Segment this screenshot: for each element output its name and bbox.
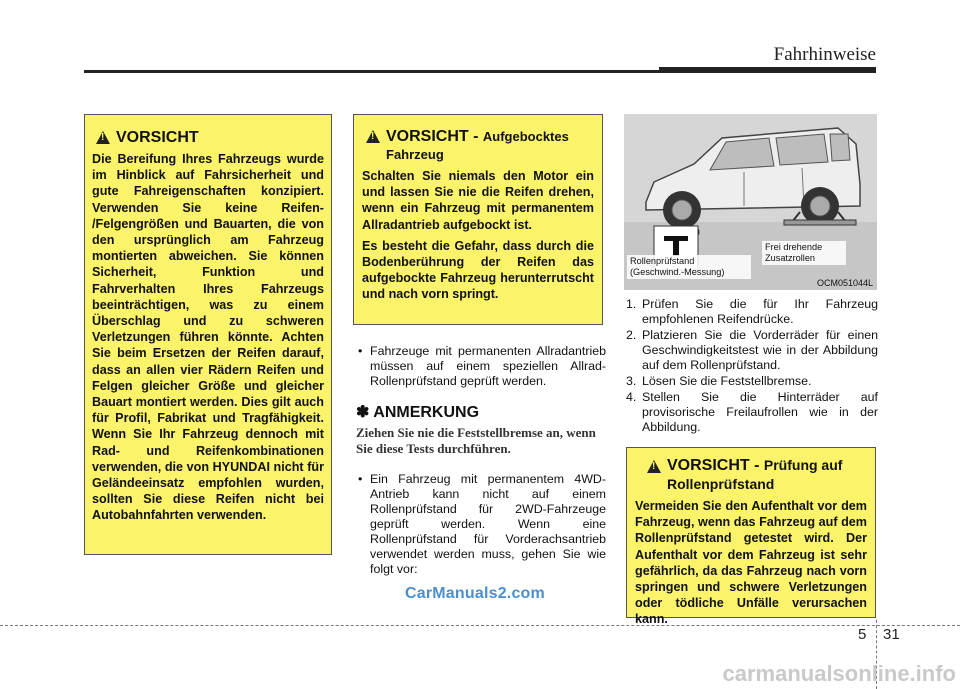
bullet-item: • Ein Fahrzeug mit permanentem 4WD-Antrieb kann nicht auf einem Rollenprüfstand für 2WD-Fahrzeuge geprüft werden. Wenn eine Rollenprüfstand für Vorderachsantrieb verwendet werden muss, gehen Sie wie folgt vor: — [358, 472, 606, 576]
dynamometer-figure — [624, 114, 877, 290]
list-item: 3. Lösen Sie die Feststellbremse. — [626, 374, 812, 388]
bullet-text: Ein Fahrzeug mit permanentem 4WD-Antrieb kann nicht auf einem Rollenprüfstand für 2WD-Fahrzeuge geprüft werden. Wenn eine Rollenprüfstand für Vorderachsantrieb verwendet werden muss, gehen Sie wie folgt vor: — [370, 472, 606, 576]
list-item: 1. Prüfen Sie die für Ihr Fahrzeug empfohlenen Reifendrücke. — [626, 297, 878, 326]
list-item: 4. Stellen Sie die Hinterräder auf provisorische Freilaufrollen wie in der Abbildung. — [626, 390, 878, 434]
caution-box-tires — [84, 114, 332, 555]
caution-title: VORSICHT - — [386, 128, 483, 145]
caution-body: Vermeiden Sie den Aufenthalt vor dem Fahrzeug, wenn das Fahrzeug auf dem Rollenprüfstand getestet wird. Der Aufenthalt vor dem Fahrzeug ist sehr gefährlich, da das Fahrzeug nach vorn springen und schwere Verletzungen oder tödliche Unfälle verursachen kann. — [635, 499, 867, 627]
page-header-title: Fahrhinweise — [773, 44, 876, 65]
figure-caption-rollers: Frei drehende Zusatzrollen — [762, 241, 846, 265]
warning-triangle-icon — [647, 460, 661, 473]
section-number: 5 — [858, 626, 867, 643]
steps-list — [626, 297, 878, 436]
caution-subtitle: Aufgebocktes Fahrzeug — [386, 129, 569, 162]
note-body: Ziehen Sie nie die Feststellbremse an, wenn Sie diese Tests durchführen. — [356, 425, 596, 456]
caution-box-jacked-vehicle — [353, 114, 603, 325]
bullet-text: Fahrzeuge mit permanenten Allradantrieb müssen auf einem speziellen Allrad-Rollenprüfstand geprüft werden. — [370, 344, 606, 388]
footer-rule — [0, 625, 960, 626]
caution-body-2: Es besteht die Gefahr, dass durch die Bodenberührung der Reifen das aufgebockte Fahrzeug herunterrutscht und nach vorn springt. — [362, 238, 594, 302]
figure-caption-dynamometer: Rollenprüfstand (Geschwind.-Messung) — [627, 255, 751, 279]
header-rule-accent — [659, 67, 876, 73]
header-rule — [84, 70, 659, 73]
figure-code: OCM051044L — [816, 278, 873, 288]
list-item: 2. Platzieren Sie die Vorderräder für einen Geschwindigkeitstest wie in der Abbildung auf dem Rollenprüfstand. — [626, 328, 878, 372]
watermark-link[interactable]: CarManuals2.com — [405, 585, 545, 602]
caution-box-dynamometer-test — [626, 447, 876, 627]
note-title: ✽ ANMERKUNG — [356, 404, 480, 421]
warning-triangle-icon — [366, 130, 380, 143]
caution-body: Die Bereifung Ihres Fahrzeugs wurde im Hinblick auf Fahrsicherheit und gute Fahreigenschaften konzipiert. Verwenden Sie keine Reifen- /Felgengrößen und Bauarten, die von den ursprünglich am Fahrzeug montierten abweichen. Sie können Sicherheit, Funktion und Fahrverhalten Ihres Fahrzeugs beeinträchtigen, was zu einem Überschlag und zu schweren Verletzungen führen könnte. Achten Sie beim Ersetzen der Reifen darauf, dass an allen vier Rädern Reifen und Felgen gleicher Größe und gleicher Bauart montiert werden. Dies gilt auch für Profil, Fabrikat und Tragfähigkeit. Wenn Sie Ihr Fahrzeug dennoch mit Rad- und Reifenkombinationen verwenden, die von HYUNDAI nicht für Geländeeinsatz empfohlen wurden, sollten Sie diese Reifen nicht bei Autobahnfahrten verwenden. — [92, 152, 324, 523]
site-watermark: carmanualsonline.info — [722, 661, 956, 686]
warning-triangle-icon — [96, 131, 110, 144]
caution-title: VORSICHT — [116, 129, 199, 146]
page-number: 31 — [883, 626, 900, 643]
caution-subtitle: Prüfung auf Rollenprüfstand — [667, 457, 843, 492]
caution-title: VORSICHT - — [667, 457, 764, 474]
caution-body-1: Schalten Sie niemals den Motor ein und lassen Sie nie die Reifen drehen, wenn ein Fahrzeug mit permanentem Allradantrieb aufgebockt ist. — [362, 169, 594, 232]
bullet-item: • Fahrzeuge mit permanenten Allradantrieb müssen auf einem speziellen Allrad-Rollenprüfstand geprüft werden. — [358, 344, 606, 388]
